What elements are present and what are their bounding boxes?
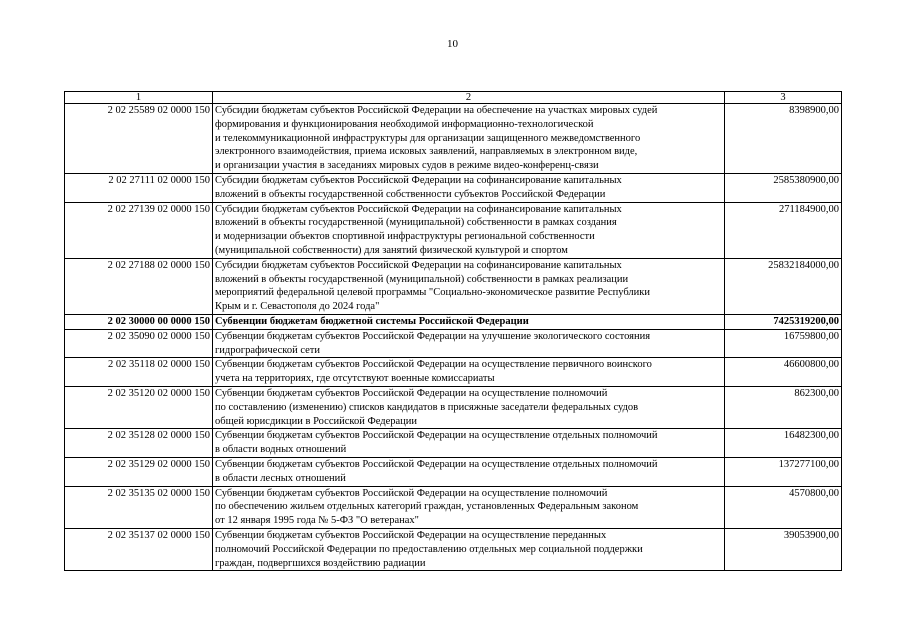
amount-cell: 25832184000,00 (725, 258, 842, 314)
description-line: гидрографической сети (215, 344, 320, 356)
description-line: от 12 января 1995 года № 5-ФЗ "О ветеранах" (215, 515, 419, 527)
description-line: вложений в объекты государственной собственности субъектов Российской Федерации (215, 188, 606, 200)
amount-cell: 16759800,00 (725, 329, 842, 358)
description-line: по обеспечению жильем отдельных категорий граждан, установленных Федеральным законом (215, 501, 639, 513)
budget-code-cell: 2 02 35128 02 0000 150 (65, 429, 213, 458)
description-line: общей юрисдикции в Российской Федерации (215, 415, 418, 427)
table-row (65, 202, 842, 258)
budget-code-cell: 2 02 30000 00 0000 150 (65, 314, 213, 329)
description-cell (213, 528, 725, 570)
description-cell (213, 429, 725, 458)
description-line: Субвенции бюджетам субъектов Российской Федерации на осуществление отдельных полномочий (215, 458, 658, 470)
description-line: Субсидии бюджетам субъектов Российской Федерации на софинансирование капитальных (215, 259, 622, 271)
budget-code-cell: 2 02 25589 02 0000 150 (65, 104, 213, 174)
description-cell (213, 457, 725, 486)
table-row (65, 173, 842, 202)
page-number: 10 (447, 38, 458, 50)
budget-code-cell: 2 02 35090 02 0000 150 (65, 329, 213, 358)
description-line: Субвенции бюджетам субъектов Российской Федерации на осуществление полномочий (215, 387, 608, 399)
description-line: Субсидии бюджетам субъектов Российской Федерации на софинансирование капитальных (215, 203, 622, 215)
description-line: и модернизации объектов спортивной инфраструктуры региональной собственности (215, 231, 595, 243)
description-cell (213, 104, 725, 174)
table-row (65, 486, 842, 528)
description-cell (213, 202, 725, 258)
description-line: Субвенции бюджетам субъектов Российской Федерации на улучшение экологического состояния (215, 330, 651, 342)
description-line: формирования и функционирования необходимой информационно-технологической (215, 118, 594, 130)
budget-code-cell: 2 02 27111 02 0000 150 (65, 173, 213, 202)
description-line: граждан, подвергшихся воздействию радиации (215, 557, 426, 569)
amount-cell: 137277100,00 (725, 457, 842, 486)
budget-code-cell: 2 02 27139 02 0000 150 (65, 202, 213, 258)
table-body (65, 104, 842, 571)
table-row (65, 457, 842, 486)
description-line: Субсидии бюджетам субъектов Российской Федерации на софинансирование капитальных (215, 174, 622, 186)
description-line: Субвенции бюджетам субъектов Российской Федерации на осуществление первичного воинского (215, 359, 652, 371)
amount-cell: 2585380900,00 (725, 173, 842, 202)
description-line: Субвенции бюджетам субъектов Российской Федерации на осуществление отдельных полномочий (215, 430, 658, 442)
description-line: учета на территориях, где отсутствуют военные комиссариаты (215, 373, 495, 385)
table-row (65, 386, 842, 428)
budget-code-cell: 2 02 35120 02 0000 150 (65, 386, 213, 428)
amount-cell: 271184900,00 (725, 202, 842, 258)
amount-cell: 8398900,00 (725, 104, 842, 174)
description-line: и организации участия в заседаниях мировых судов в режиме видео-конференц-связи (215, 160, 599, 172)
column-header-description: 2 (213, 92, 725, 104)
table-row (65, 104, 842, 174)
description-cell (213, 173, 725, 202)
description-line: Субвенции бюджетам субъектов Российской Федерации на осуществление полномочий (215, 487, 608, 499)
description-line: вложений в объекты государственной (муниципальной) собственности в рамках создания (215, 217, 617, 229)
table-row (65, 258, 842, 314)
amount-cell: 4570800,00 (725, 486, 842, 528)
description-line: Субсидии бюджетам субъектов Российской Федерации на обеспечение на участках мировых судей (215, 105, 658, 116)
budget-table (64, 91, 842, 571)
table-row (65, 329, 842, 358)
description-line: вложений в объекты государственной (муниципальной) собственности в рамках реализации (215, 273, 629, 285)
amount-cell: 39053900,00 (725, 528, 842, 570)
description-line: электронного взаимодействия, приема исковых заявлений, направляемых в электронном виде, (215, 146, 638, 158)
column-header-amount: 3 (725, 92, 842, 104)
description-line: полномочий Российской Федерации по предоставлению отдельных мер социальной поддержки (215, 543, 643, 555)
amount-cell: 46600800,00 (725, 358, 842, 387)
budget-code-cell: 2 02 35135 02 0000 150 (65, 486, 213, 528)
description-line: по составлению (изменению) списков кандидатов в присяжные заседатели федеральных судов (215, 401, 639, 413)
amount-cell: 16482300,00 (725, 429, 842, 458)
table-row (65, 314, 842, 329)
description-line: Субвенции бюджетам субъектов Российской Федерации на осуществление переданных (215, 529, 607, 541)
description-line: мероприятий федеральной целевой программы "Социально-экономическое развитие Республики (215, 287, 650, 299)
column-header-code: 1 (65, 92, 213, 104)
description-cell (213, 314, 725, 329)
table-row (65, 358, 842, 387)
description-line: (муниципальной собственности) для занятий физической культурой и спортом (215, 244, 568, 256)
description-cell (213, 486, 725, 528)
description-line: в области водных отношений (215, 444, 347, 456)
table-row (65, 429, 842, 458)
description-line: в области лесных отношений (215, 472, 346, 484)
description-line: и телекоммуникационной инфраструктуры для организации защищенного межведомственного (215, 132, 641, 144)
description-line: Субвенции бюджетам бюджетной системы Российской Федерации (215, 315, 529, 327)
description-cell (213, 258, 725, 314)
description-cell (213, 358, 725, 387)
description-cell (213, 329, 725, 358)
table-row (65, 528, 842, 570)
amount-cell: 862300,00 (725, 386, 842, 428)
budget-code-cell: 2 02 27188 02 0000 150 (65, 258, 213, 314)
amount-cell: 7425319200,00 (725, 314, 842, 329)
budget-code-cell: 2 02 35137 02 0000 150 (65, 528, 213, 570)
description-line: Крым и г. Севастополя до 2024 года" (215, 301, 380, 313)
description-cell (213, 386, 725, 428)
budget-code-cell: 2 02 35129 02 0000 150 (65, 457, 213, 486)
budget-code-cell: 2 02 35118 02 0000 150 (65, 358, 213, 387)
table-header-row (65, 92, 842, 104)
